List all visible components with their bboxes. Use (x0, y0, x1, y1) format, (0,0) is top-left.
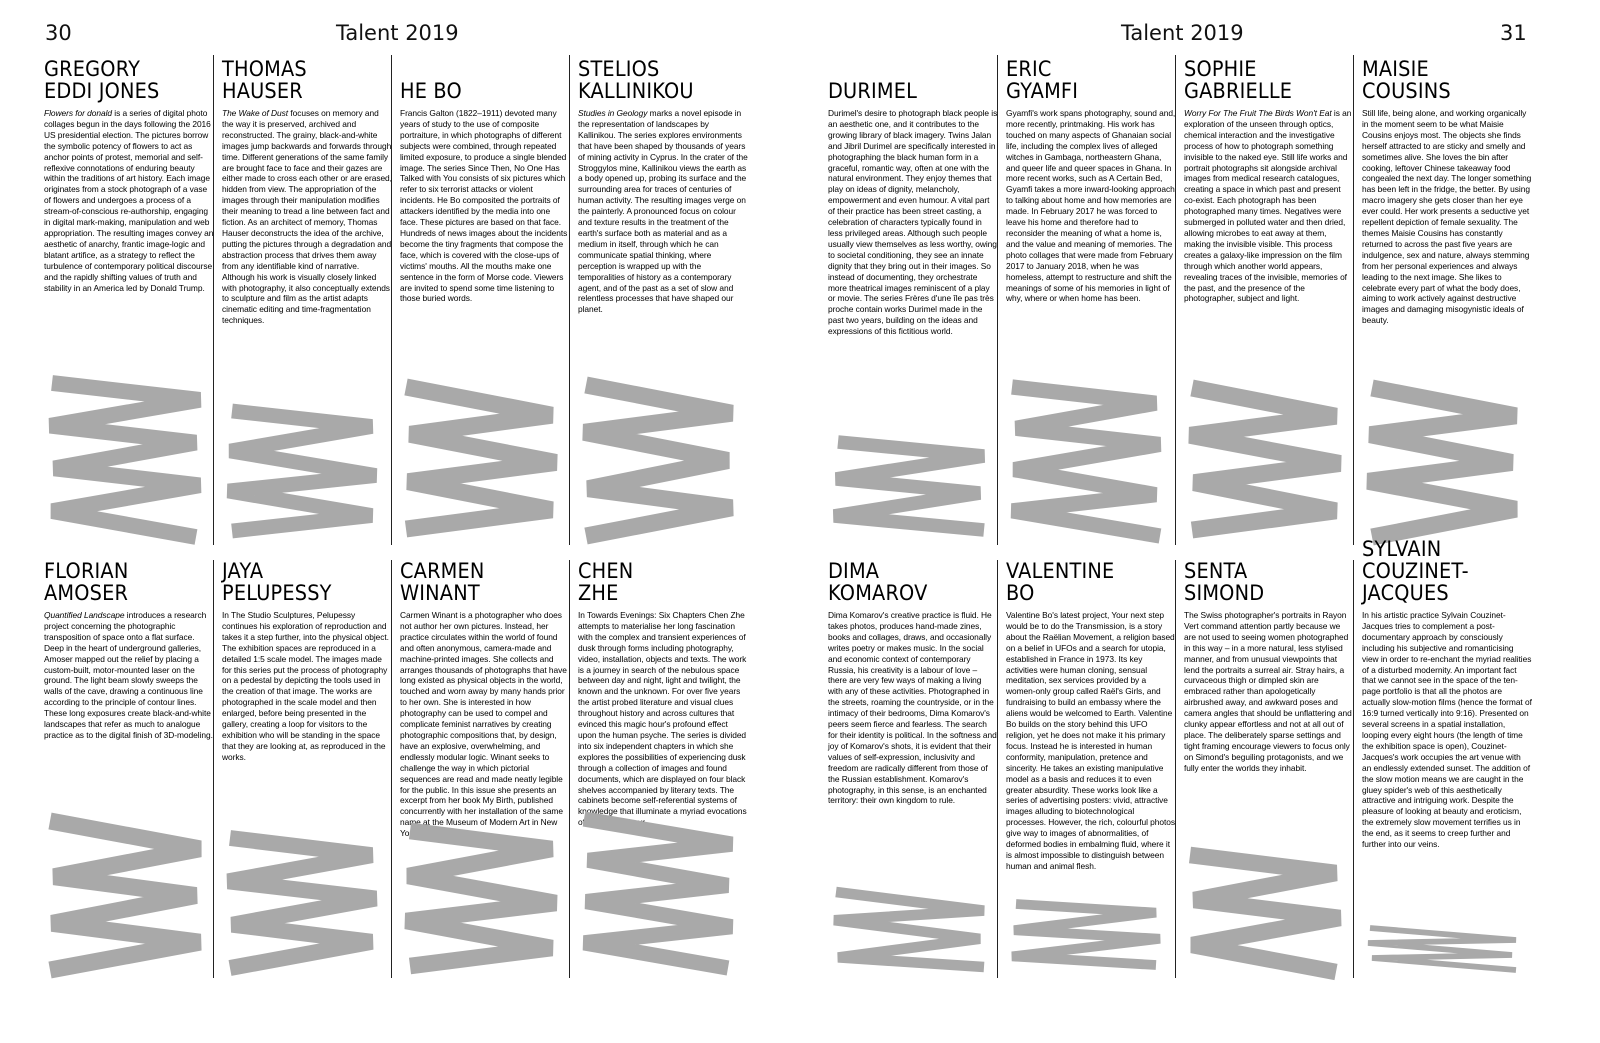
zigzag-graphic (44, 370, 206, 545)
bio-text: marks a novel episode in the representation of landscapes by Kallinikou. The series explores environments that have been shaped by thousands of years of mining activity in Cyprus. In the crater of the Stroggylos mine, Kallinikou views the earth as a body opened up, probing its surface and the surrounding area for traces of centuries of human activity. The resulting images verge on the painterly. A pronounced focus on colour and texture results in the treatment of the earth's surface both as material and as a medium in itself, through which he can communicate spatial thinking, where perception is wrapped up with the temporalities of history as a contemporary agent, and of the past as a set of slow and relentless processes that have shaped our planet. (578, 108, 748, 315)
project-title: Flowers for donald (44, 108, 112, 118)
zigzag-graphic (1184, 843, 1346, 980)
bio-text: introduces a research project concerning the photographic transposition of space onto a flat surface. Deep in the heart of underground galleries, Amoser mapped out the relief by placing a custom-built, motor-mounted laser on the ground. The light beam slowly sweeps the walls of the cave, drawing a continuous line according to the principle of contour lines. These long exposures create black-and-white landscapes that refer as much to analogue practice as to the digital finish of 3D-modeling. (44, 610, 213, 740)
bio-text: The Swiss photographer's portraits in Rayon Vert command attention partly because we are not used to seeing women photographed in this way – in a more natural, less stylised manner, and from unusual viewpoints that lend the portraits a surreal air. Stray hairs, a curvaceous thigh or dimpled skin are embraced rather than apologetically airbrushed away, and awkward poses and camera angles that should be unflattering and clunky appear effortless and not at all out of place. The deliberately sparse settings and tight framing encourage viewers to focus only on Simond's beguiling protagonists, and we fully enter the worlds they inhabit. (1184, 610, 1352, 773)
zigzag-graphic (1362, 918, 1524, 980)
artist-entry (400, 559, 570, 839)
artist-entry (828, 560, 998, 806)
bio-text: In Towards Evenings: Six Chapters Chen Zhe attempts to materialise her long fascination with the complex and transient experiences of dusk through forms including photography, video, installation, objects and texts. The work is a journey in search of the nebulous space between day and night, light and twilight, the known and the unknown. For over five years the artist probed literature and visual clues throughout history and across cultures that evinced this magic hour's profound effect upon the human psyche. The series is divided into six independent chapters in which she explores the possibilities of experiencing dusk through a collection of images and found documents, which are displayed on four black shelves accompanied by literary texts. The cabinets become self-referential systems of knowledge that illuminate a myriad evocations of the twilight hour. (578, 610, 747, 828)
artist-entry (1184, 58, 1354, 304)
artist-bio (44, 108, 214, 293)
artist-entry (44, 560, 214, 741)
bio-text: is a series of digital photo collages begun in the days following the 2016 US presidential election. The pictures borrow the symbolic potency of flowers to act as anchor points of protest, memorial and self-reflexive connotations of enduring beauty within the traditions of art history. Each image originates from a stock photograph of a vase of flowers and undergoes a process of a stream-of-conscious re-authorship, engaging in digital mark-making, manipulation and web appropriation. The resulting images convey an aesthetic of anarchy, frantic image-logic and blatant artifice, as a strategy to reflect the turbulence of contemporary political discourse and the rapidly shifting values of truth and stability in an America led by Donald Trump. (44, 108, 214, 293)
artist-bio (1006, 610, 1176, 872)
artist-name: JAYA PELUPESSY (222, 559, 332, 605)
right-page-number: 31 (1500, 21, 1527, 45)
artist-name: THOMAS HAUSER (222, 57, 307, 103)
artist-name: GREGORY EDDI JONES (44, 57, 160, 103)
bio-text: Gyamfi's work spans photography, sound and, more recently, printmaking. His work has touched on many aspects of Ghanaian social life, including the complex lives of alleged witches in Gambaga, northeastern Ghana, and queer life and queer spaces in Ghana. In more recent works, such as A Certain Bed, Gyamfi takes a more inward-looking approach to talking about home and how memories are made. In February 2017 he was forced to leave his home and therefore had to reconsider the meaning of what a home is, and the value and meaning of memories. The photo collages that were made from February 2017 to January 2018, when he was homeless, attempt to restructure and shift the meanings of some of his memories in light of why, where or when home has been. (1006, 108, 1176, 304)
left-page-title: Talent 2019 (336, 21, 459, 45)
bio-text: Still life, being alone, and working organically in the moment seem to be what Maisie Cousins enjoys most. The objects she finds herself attracted to are sticky and smelly and sometimes alive. She loves the bin after cooking, leftover Chinese takeaway food congealed the next day. The longer something has been left in the fridge, the better. By using macro imagery she gets closer than her eye ever could. Her work presents a seductive yet repellent depiction of female sexuality. The themes Maisie Cousins has constantly returned to across the past five years are indulgence, sex and nature, always stemming from her personal experiences and always leading to the next image. She likes to celebrate every part of what the body does, aiming to work actively against destructive images and damaging misogynistic ideals of beauty. (1362, 108, 1532, 326)
artist-entry (1184, 560, 1354, 774)
bio-text: Dima Komarov's creative practice is fluid. He takes photos, produces hand-made zines, books and collages, draws, and occasionally writes poetry or makes music. In the social and economic context of contemporary Russia, his creativity is a labour of love – there are very few ways of making a living with any of these activities. Photographed in the streets, roaming the countryside, or in the intimacy of their bedrooms, Dima Komarov's peers seem fierce and fearless. The search for their identity is political. In the softness and joy of Komarov's shots, it is evident that their values of self-expression, inclusivity and freedom are radically different from those of the Russian establishment. Komarov's photography, in this sense, is an enchanted territory: their own kingdom to rule. (828, 610, 997, 806)
bio-text: Carmen Winant is a photographer who does not author her own pictures. Instead, her practice circulates within the world of found and often anonymous, camera-made and machine-printed images. She collects and arranges thousands of photographs that have long existed as physical objects in the world, touched and worn away by many hands prior to her own. She is interested in how photography can be used to compel and complicate feminist narratives by creating photographic compositions that, by design, have an explosive, overwhelming, and endlessly modular logic. Winant seeks to challenge the way in which pictorial sequences are read and made neatly legible for the public. In this issue she presents an excerpt from her book My Birth, published concurrently with her installation of the same name at the Museum of Modern Art in New York City. (400, 610, 567, 839)
artist-entry (578, 559, 748, 828)
artist-bio (1184, 108, 1354, 304)
artist-name: DURIMEL (828, 79, 918, 103)
artist-bio (1184, 610, 1354, 774)
artist-name: DIMA KOMAROV (828, 559, 928, 605)
bio-text: is an exploration of the unseen through optics, chemical interaction and the investigative process of how to photograph something invisible to the naked eye. Still life works and portrait photographs sit alongside archival images from medical research catalogues, creating a space in which past and present co-exist. Each photograph has been photographed many times. Negatives were submerged in polluted water and then dried, allowing microbes to eat away at them, making the invisible visible. This process creates a galaxy-like impression on the film through which another world appears, revealing traces of the invisible, memories of the past, and the presence of the photographer, subject and light. (1184, 108, 1352, 304)
zigzag-graphic (578, 810, 740, 980)
artist-name: MAISIE COUSINS (1362, 57, 1451, 103)
artist-bio (578, 610, 748, 828)
zigzag-graphic (222, 400, 384, 545)
artist-bio (44, 610, 214, 741)
artist-entry (1006, 560, 1176, 872)
artist-name: CARMEN WINANT (400, 559, 485, 605)
zigzag-graphic (828, 428, 990, 545)
zigzag-graphic (578, 378, 740, 545)
bio-text: Durimel's desire to photograph black people is an aesthetic one, and it contributes to the growing library of black imagery. Twins Jalan and Jibril Durimel are specifically interested in photographing the black human form in a graceful, romantic way, often at one with the natural environment. They enjoy themes that play on ideas of dignity, melancholy, empowerment and even humour. A vital part of their practice has been street casting, a celebration of characters typically found in less privileged areas. Although such people usually view themselves as less worthy, owing to societal conditioning, they see an innate dignity that they bring out in their images. So instead of documenting, they orchestrate more theatrical images reminiscent of a play or movie. The series Frères d'une île pas très proche contain works Durimel made in the past two years, building on the ideas and expressions of this fictitious world. (828, 108, 998, 337)
artist-name: FLORIAN AMOSER (44, 559, 129, 605)
artist-name: HE BO (400, 79, 462, 103)
artist-name: VALENTINE BO (1006, 559, 1115, 605)
left-page-number: 30 (45, 21, 72, 45)
artist-entry (400, 80, 570, 304)
artist-name: ERIC GYAMFI (1006, 57, 1079, 103)
artist-entry (222, 58, 392, 326)
artist-bio (1006, 108, 1176, 304)
artist-entry (222, 560, 392, 763)
artist-entry (1362, 538, 1532, 850)
artist-bio (222, 610, 392, 763)
artist-entry (44, 58, 214, 293)
project-title: The Wake of Dust (222, 108, 289, 118)
artist-name: SENTA SIMOND (1184, 559, 1265, 605)
zigzag-graphic (1006, 890, 1168, 980)
zigzag-graphic (222, 825, 384, 980)
zigzag-graphic (1006, 375, 1168, 545)
artist-bio (400, 108, 570, 304)
bio-text: Francis Galton (1822–1911) devoted many years of study to the use of composite portraiture, in which photographs of different subjects were combined, through repeated limited exposure, to produce a single blended image. The series Since Then, No One Has Talked with You consists of six pictures which refer to six terrorist attacks or violent incidents. He Bo composited the portraits of attackers identified by the media into one face. These pictures are based on that face. Hundreds of news images about the incidents become the tiny fragments that compose the face, which is covered with the close-ups of victims' mouths. All the mouths make one sentence in the form of Morse code. Viewers are invited to spend some time listening to those buried words. (400, 108, 568, 304)
artist-name: SOPHIE GABRIELLE (1184, 57, 1293, 103)
zigzag-graphic (1184, 378, 1346, 545)
artist-bio (828, 610, 998, 806)
artist-entry (1006, 58, 1176, 304)
zigzag-graphic (400, 820, 562, 980)
artist-name: CHEN ZHE (578, 559, 634, 605)
bio-text: Valentine Bo's latest project, Your next step would be to do the Transmission, is a story about the Raëlian Movement, a religion based on a belief in UFOs and a search for utopia, established in France in 1973. Its key activities were human cloning, sensual meditation, sex services provided by a women-only group called Raël's Girls, and fundraising to build an embassy where the aliens would be welcomed to Earth. Valentine Bo builds on the story behind this UFO religion, yet he does not make it his primary focus. Instead he is interested in human conformity, manipulation, pretence and sincerity. He takes an existing manipulative model as a basis and reduces it to even greater absurdity. These works look like a series of advertising posters: vivid, attractive images alluding to biotechnological processes. However, the rich, colourful photos give way to images of abnormalities, of deformed bodies in embalming fluid, where it is almost impossible to distinguish between human and animal flesh. (1006, 610, 1176, 871)
artist-bio (828, 108, 998, 337)
zigzag-graphic (1362, 380, 1524, 545)
artist-bio (1362, 108, 1532, 326)
bio-text: In his artistic practice Sylvain Couzinet-Jacques tries to complement a post-documentary approach by consciously including his subjective and romanticising view in order to re-enchant the myriad realities of a disturbed modernity. An important fact that we cannot see in the space of the ten-page portfolio is that all the photos are actually slow-motion films (hence the format of 16:9 turned vertically into 9:16). Presented on several screens in a spatial installation, looping every eight hours (the length of time the exhibition space is open), Couzinet-Jacques's work occupies the art venue with an endlessly extended sunset. The addition of the slow motion means we are caught in the gluey spider's web of this aesthetically attractive and intriguing work. Despite the pleasure of looking at beauty and eroticism, the extremely slow movement terrifies us in the end, as it seems to creep further and further into our veins. (1362, 610, 1532, 850)
artist-bio (578, 108, 748, 315)
artist-name: STELIOS KALLINIKOU (578, 57, 694, 103)
artist-bio (400, 610, 570, 839)
artist-bio (1362, 610, 1532, 850)
project-title: Quantified Landscape (44, 610, 125, 620)
right-page-title: Talent 2019 (1121, 21, 1244, 45)
zigzag-graphic (400, 378, 562, 545)
bio-text: focuses on memory and the way it is preserved, archived and reconstructed. The grainy, black-and-white images jump backwards and forwards through time. Different generations of the same family are brought face to face and their gazes are either made to cross each other or are erased, hidden from view. The appropriation of the images through their manipulation modifies their meaning to tread a line between fact and fiction. As an architect of memory, Thomas Hauser deconstructs the idea of the archive, putting the pictures through a degradation and abstraction process that drives them away from any identifiable kind of narrative. Although his work is visually closely linked with photography, it also conceptually extends to sculpture and film as the artist adapts cinematic editing and time-fragmentation techniques. (222, 108, 392, 326)
zigzag-graphic (44, 815, 206, 980)
artist-entry (828, 80, 998, 337)
bio-text: In The Studio Sculptures, Pelupessy continues his exploration of reproduction and takes it a step further, into the physical object. The exhibition spaces are reproduced in a detailed 1:5 scale model. The images made for this series put the process of photography on a pedestal by depicting the tools used in the creation of that image. The works are photographed in the scale model and then enlarged, before being presented in the gallery, creating a loop for visitors to the exhibition who will be standing in the space that they are looking at, as reproduced in the works. (222, 610, 389, 762)
artist-name: SYLVAIN COUZINET- JACQUES (1362, 537, 1469, 605)
artist-entry (1362, 58, 1532, 326)
project-title: Worry For The Fruit The Birds Won't Eat (1184, 108, 1332, 118)
artist-entry (578, 58, 748, 315)
zigzag-graphic (828, 885, 990, 980)
project-title: Studies in Geology (578, 108, 648, 118)
artist-bio (222, 108, 392, 326)
